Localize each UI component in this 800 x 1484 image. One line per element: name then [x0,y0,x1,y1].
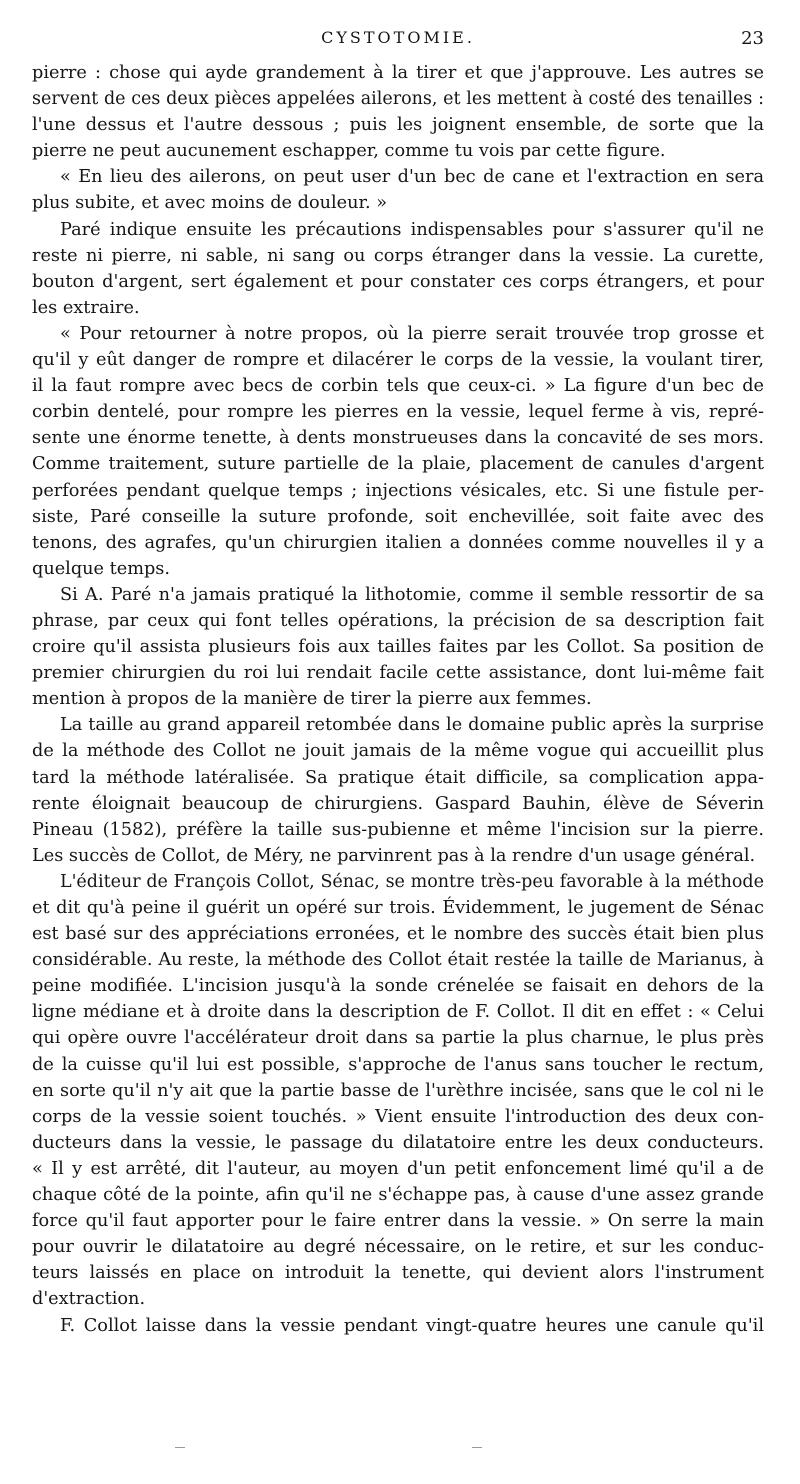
text-line: sente une énorme tenette, à dents monstrueuses dans la concavité de ses mors. [32,428,764,449]
text-line: qui opère ouvre l'accélérateur droit dans sa partie la plus charnue, le plus près [32,1028,764,1049]
body-text [32,60,764,1339]
text-line: perforées pendant quelque temps ; injections vésicales, etc. Si une fistule per- [32,480,764,501]
text-line: F. Collot laisse dans la vessie pendant vingt-quatre heures une canule qu'il [60,1315,764,1336]
text-line: les extraire. [32,297,140,318]
text-line: Si A. Paré n'a jamais pratiqué la lithotomie, comme il semble ressortir de sa [60,584,764,605]
text-line: Pineau (1582), préfère la taille sus-pubienne et même l'incision sur la pierre. [32,819,764,840]
text-line: bouton d'argent, sert également et pour constater ces corps étrangers, et pour [32,271,764,292]
text-line: pierre : chose qui ayde grandement à la tirer et que j'approuve. Les autres se [32,63,764,83]
text-line: rente éloignait beaucoup de chirurgiens. Gaspard Bauhin, élève de Séverin [32,793,764,814]
text-line: Les succès de Collot, de Méry, ne parvinrent pas à la rendre d'un usage général. [32,845,756,866]
text-line: ligne médiane et à droite dans la description de F. Collot. Il dit en effet : « Celui [32,1002,764,1023]
text-line: La taille au grand appareil retombée dans le domaine public après la surprise [60,715,764,736]
text-line: qu'il y eût danger de rompre et dilacérer le corps de la vessie, la voulant tirer, [32,350,764,371]
text-line: « En lieu des ailerons, on peut user d'un bec de cane et l'extraction en sera [60,167,764,188]
text-line: corbin dentelé, pour rompre les pierres en la vessie, lequel ferme à vis, repré- [32,402,764,423]
text-line: « Pour retourner à notre propos, où la pierre serait trouvée trop grosse et [60,323,764,344]
text-line: considérable. Au reste, la méthode des Collot était restée la taille de Marianus, à [32,950,764,971]
running-title: CYSTOTOMIE. [321,28,475,47]
text-line: quelque temps. [32,558,171,579]
text-line: il la faut rompre avec becs de corbin tels que ceux-ci. » La figure d'un bec de [32,376,764,397]
text-line: « Il y est arrêté, dit l'auteur, au moyen d'un petit enfoncement limé qu'il a de [32,1158,764,1179]
text-line: peine modifiée. L'incision jusqu'à la sonde crénelée se faisait en dehors de la [32,976,764,997]
text-line: de la cuisse qu'il lui est possible, s'approche de l'anus sans toucher le rectum, [32,1054,764,1075]
text-line: mention à propos de la manière de tirer la pierre aux femmes. [32,689,592,710]
page-number: 23 [741,28,764,49]
text-line: corps de la vessie soient touchés. » Vient ensuite l'introduction des deux con- [32,1106,764,1127]
text-line: pierre ne peut aucunement eschapper, comme tu vois par cette figure. [32,141,666,162]
text-line: Paré indique ensuite les précautions indispensables pour s'assurer qu'il ne [60,219,764,240]
text-line: ducteurs dans la vessie, le passage du dilatatoire entre les deux conducteurs. [32,1132,764,1153]
page-header [32,28,764,58]
text-line: en sorte qu'il n'y ait que la partie basse de l'urèthre incisée, sans que le col ni le [32,1080,764,1101]
text-line: de la méthode des Collot ne jouit jamais de la même vogue qui accueillit plus [32,741,764,762]
text-line: Comme traitement, suture partielle de la plaie, placement de canules d'argent [32,454,764,475]
text-line: tenons, des agrafes, qu'un chirurgien italien a données comme nouvelles il y a [32,532,764,553]
text-line: chaque côté de la pointe, afin qu'il ne s'échappe pas, à cause d'une assez grande [32,1185,764,1206]
text-line: pour ouvrir le dilatatoire au degré nécessaire, on le retire, et sur les conduc- [32,1237,764,1258]
text-line: reste ni pierre, ni sable, ni sang ou corps étranger dans la vessie. La curette, [32,245,764,266]
text-line: d'extraction. [32,1289,146,1310]
text-line: L'éditeur de François Collot, Sénac, se montre très-peu favorable à la méthode [60,871,764,892]
text-line: l'une dessus et l'autre dessous ; puis les joignent ensemble, de sorte que la [32,115,764,136]
text-line: premier chirurgien du roi lui rendait facile cette assistance, dont lui-même fait [32,663,764,684]
text-line: est basé sur des appréciations erronées, et le nombre des succès était bien plus [32,924,764,945]
footer-mark-right [472,1447,482,1448]
text-line: teurs laissés en place on introduit la tenette, qui devient alors l'instrument [32,1263,764,1284]
text-line: servent de ces deux pièces appelées ailerons, et les mettent à costé des tenailles : [32,89,764,110]
text-line: siste, Paré conseille la suture profonde, soit enchevillée, soit faite avec des [32,506,764,527]
text-line: force qu'il faut apporter pour le faire entrer dans la vessie. » On serre la main [32,1211,764,1232]
text-line: plus subite, et avec moins de douleur. » [32,193,388,214]
text-line: tard la méthode latéralisée. Sa pratique était difficile, sa complication appa- [32,767,764,788]
text-line: croire qu'il assista plusieurs fois aux tailles faites par les Collot. Sa position de [32,637,764,658]
text-line: et dit qu'à peine il guérit un opéré sur trois. Évidemment, le jugement de Sénac [32,898,764,918]
text-line: phrase, par ceux qui font telles opérations, la précision de sa description fait [32,610,764,631]
footer-mark-left [175,1447,185,1448]
